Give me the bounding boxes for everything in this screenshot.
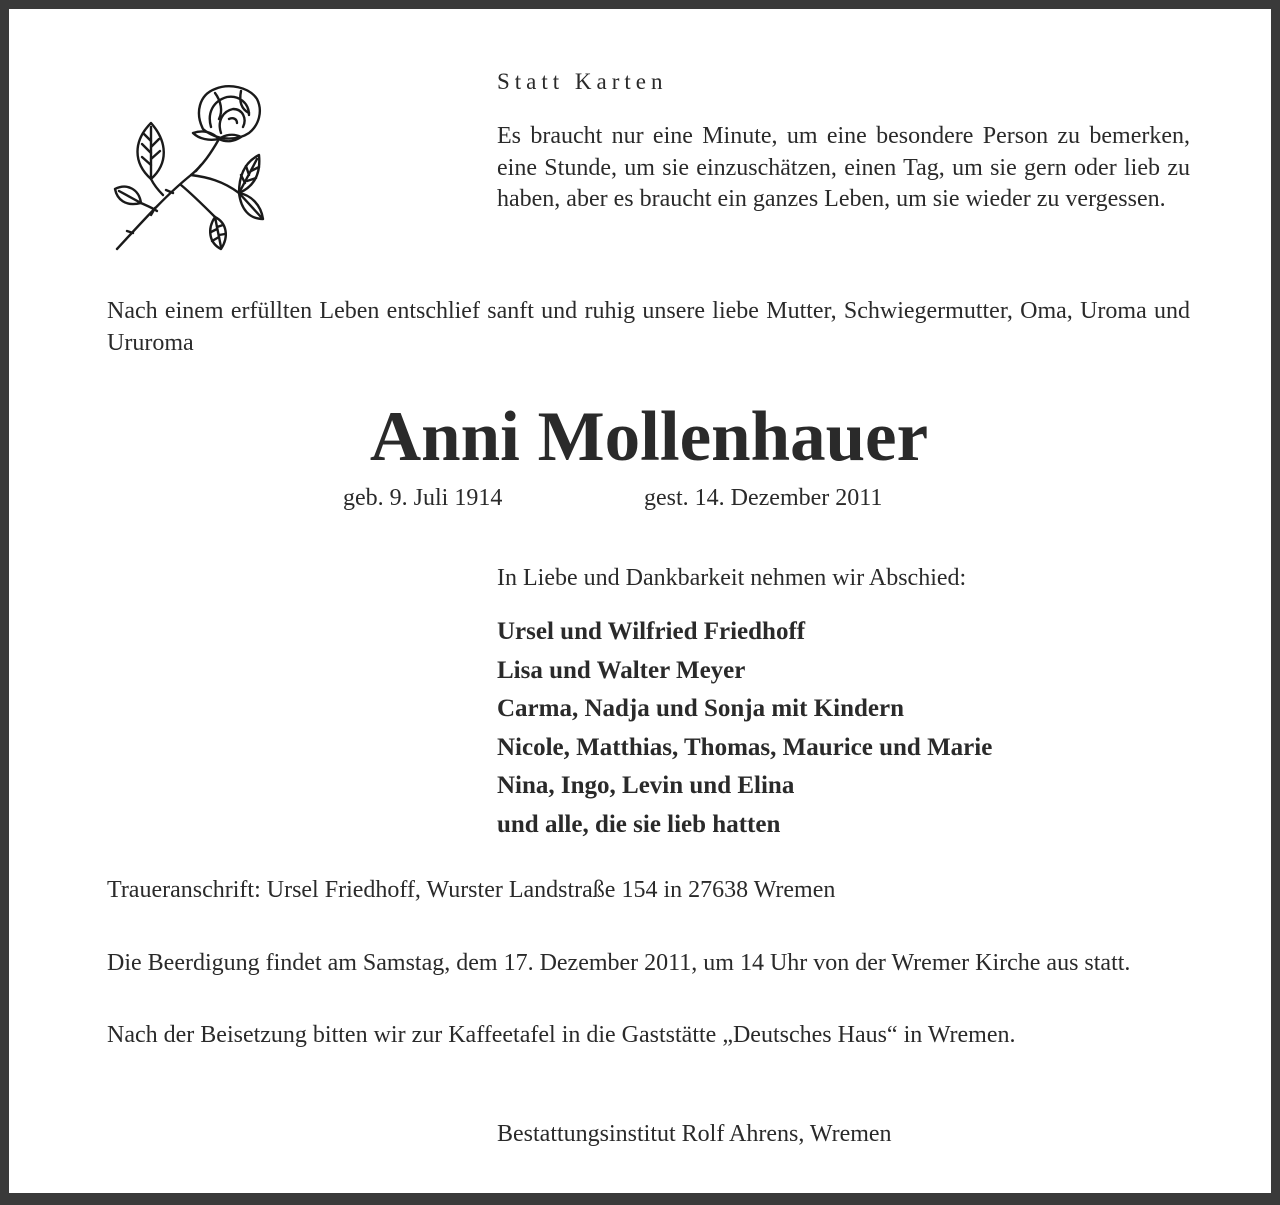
mourner-line: Lisa und Walter Meyer xyxy=(497,656,746,684)
undertaker-name: Bestattungsinstitut Rolf Ahrens, Wremen xyxy=(497,1121,892,1147)
mourner-line: Nicole, Matthias, Thomas, Maurice und Marie xyxy=(497,733,993,761)
mourner-line: Ursel und Wilfried Friedhoff xyxy=(497,618,806,645)
deceased-name: Anni Mollenhauer xyxy=(369,398,929,476)
statt-karten-heading: Statt Karten xyxy=(497,69,668,94)
farewell-text: In Liebe und Dankbarkeit nehmen wir Abschied: xyxy=(497,565,967,591)
reception-info: Nach der Beisetzung bitten wir zur Kaffeetafel in die Gaststätte „Deutsches Haus“ in Wremen. xyxy=(107,1022,1016,1048)
intro-text: Nach einem erfüllten Leben entschlief sanft und ruhig unsere liebe Mutter, Schwiegermutter, Oma, Uroma und Ururoma xyxy=(107,298,1190,356)
mourner-line: Carma, Nadja und Sonja mit Kindern xyxy=(497,695,904,723)
mourner-line: und alle, die sie lieb hatten xyxy=(497,810,781,838)
mourners-list xyxy=(497,613,992,845)
death-date: gest. 14. Dezember 2011 xyxy=(644,485,883,511)
birth-date: geb. 9. Juli 1914 xyxy=(343,485,503,511)
funeral-info: Die Beerdigung findet am Samstag, dem 17. Dezember 2011, um 14 Uhr von der Wremer Kirche aus statt. xyxy=(107,950,1131,976)
mourner-line: Nina, Ingo, Levin und Elina xyxy=(497,772,795,800)
mourning-address: Traueranschrift: Ursel Friedhoff, Wurster Landstraße 154 in 27638 Wremen xyxy=(107,877,836,903)
quote-text: Es braucht nur eine Minute, um eine besondere Person zu bemerken, eine Stunde, um sie einzuschätzen, einen Tag, um sie gern oder lieb zu haben, aber es braucht ein ganzes Leben, um sie wieder zu vergessen. xyxy=(497,123,1190,212)
rose-icon xyxy=(111,83,269,253)
